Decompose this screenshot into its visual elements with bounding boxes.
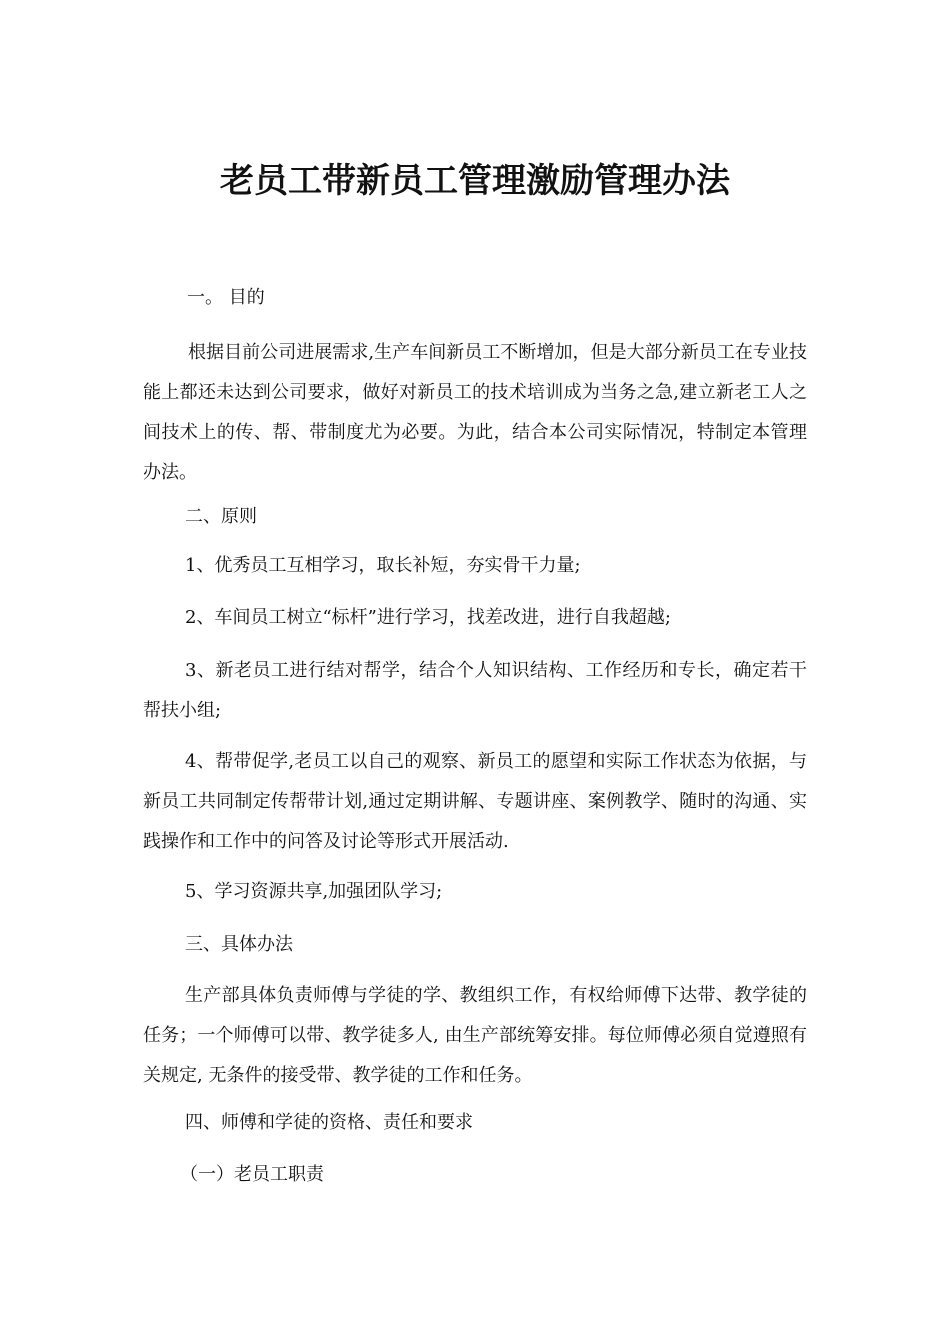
section3-body: 生产部具体负责师傅与学徒的学、教组织工作，有权给师傅下达带、教学徒的任务；一个师傅可以带、教学徒多人, 由生产部统筹安排。每位师傅必须自觉遵照有关规定, 无条件的接受带、教学徒的工作和任务。 — [143, 985, 807, 1086]
principle-2: 2、车间员工树立“标杆”进行学习，找差改进，进行自我超越; — [185, 607, 671, 628]
section1-heading: 一。 目的 — [187, 287, 265, 308]
section4-heading: 四、师傅和学徒的资格、责任和要求 — [185, 1112, 473, 1133]
principle-5: 5、学习资源共享,加强团队学习; — [185, 881, 443, 902]
document-title: 老员工带新员工管理激励管理办法 — [220, 161, 730, 201]
principle-3: 3、新老员工进行结对帮学，结合个人知识结构、工作经历和专长，确定若干帮扶小组; — [143, 660, 807, 721]
section2-heading: 二、原则 — [185, 506, 257, 527]
principle-4: 4、帮带促学,老员工以自己的观察、新员工的愿望和实际工作状态为依据，与新员工共同制定传帮带计划,通过定期讲解、专题讲座、案例教学、随时的沟通、实践操作和工作中的问答及讨论等形式开展活动. — [143, 751, 807, 852]
section3-heading: 三、具体办法 — [185, 934, 293, 955]
subsection1-heading: （一）老员工职责 — [180, 1164, 324, 1185]
section1-body: 根据目前公司进展需求,生产车间新员工不断增加，但是大部分新员工在专业技能上都还未达到公司要求，做好对新员工的技术培训成为当务之急,建立新老工人之间技术上的传、帮、带制度尤为必要。为此，结合本公司实际情况，特制定本管理办法。 — [143, 342, 807, 483]
principle-1: 1、优秀员工互相学习，取长补短，夯实骨干力量; — [185, 555, 581, 576]
